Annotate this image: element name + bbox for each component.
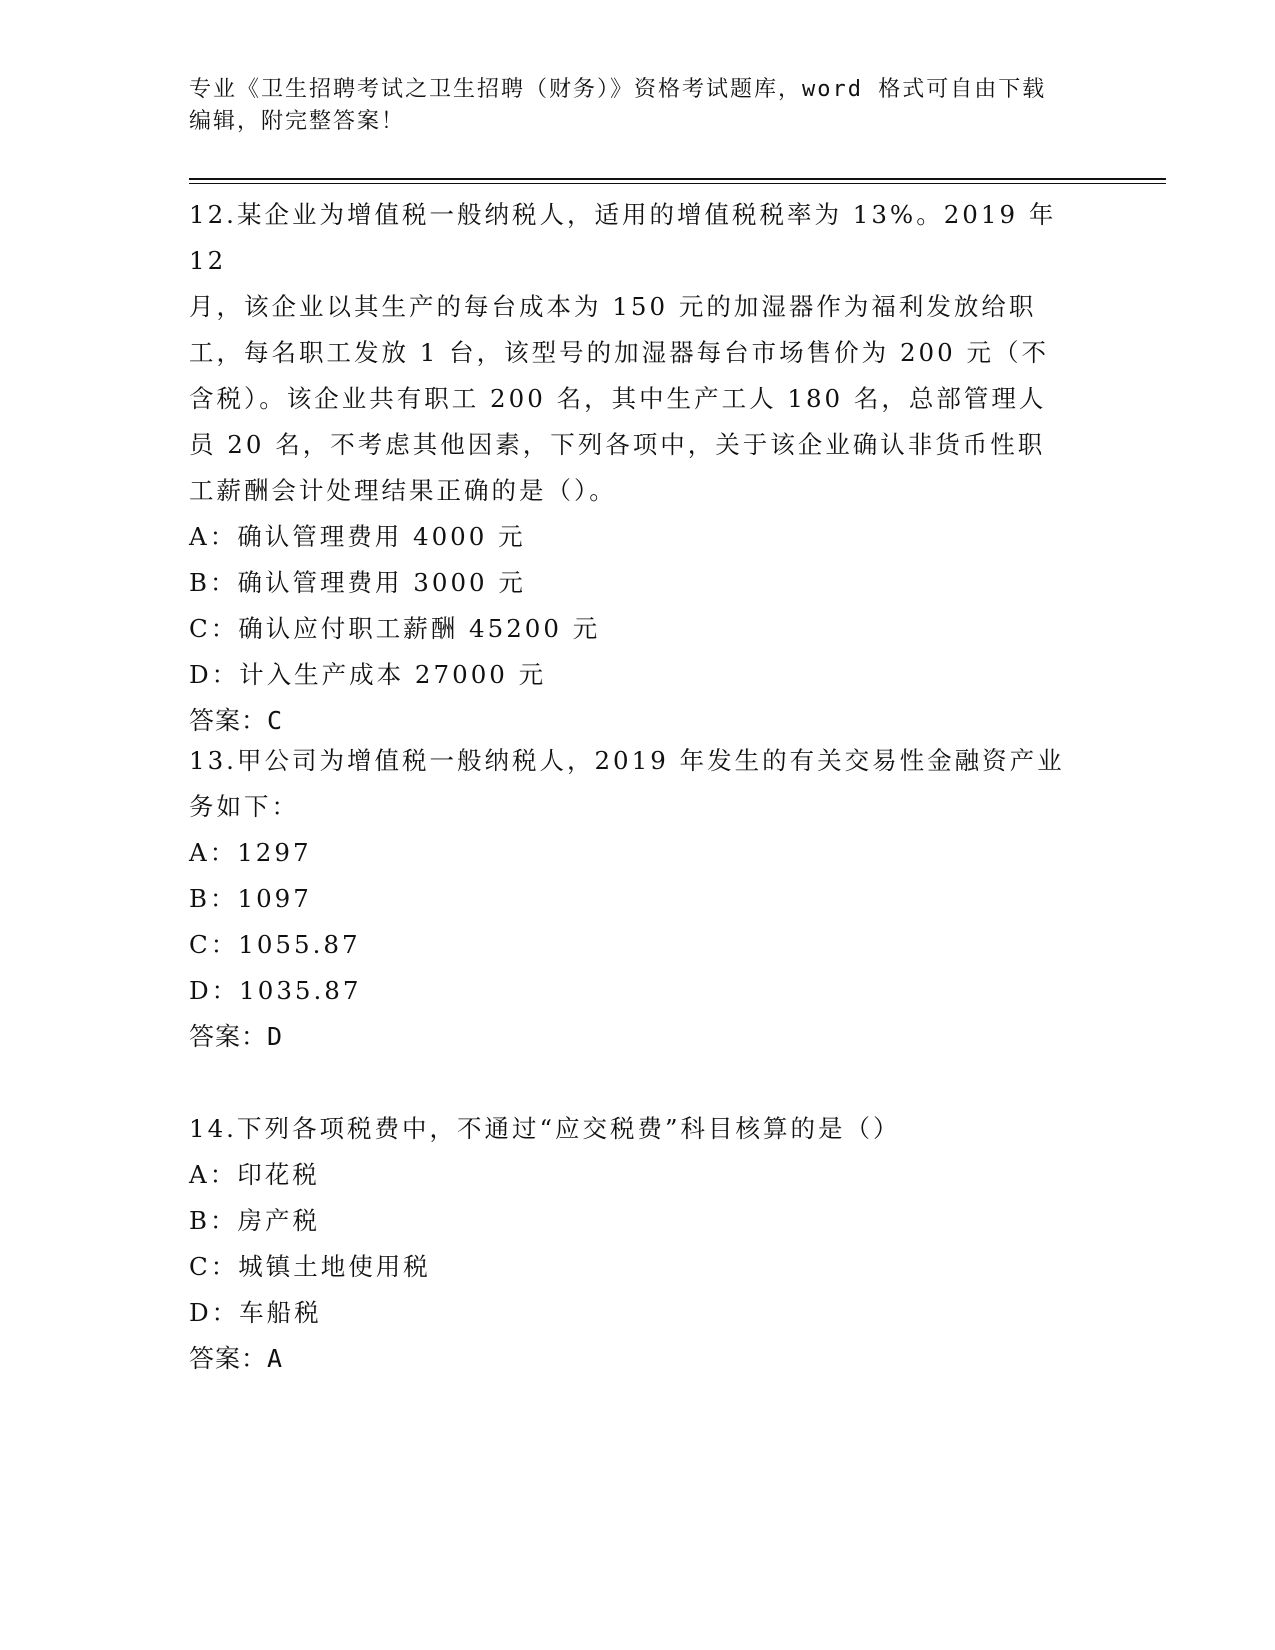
question-stem [189,738,1094,830]
option-c: C：确认应付职工薪酬 45200 元 [189,614,601,643]
question-stem [189,1106,1094,1152]
question-stem-line: 务如下： [189,792,299,821]
question-stem-line: 月，该企业以其生产的每台成本为 150 元的加湿器作为福利发放给职 [189,292,1037,321]
option-b: B：确认管理费用 3000 元 [189,568,526,597]
question-stem-line: 13.甲公司为增值税一般纳税人，2019 年发生的有关交易性金融资产业 [189,746,1065,775]
question-13 [189,738,1094,1060]
option-b: B：房产税 [189,1206,321,1235]
question-stem-line: 14.下列各项税费中，不通过“应交税费”科目核算的是（） [189,1114,901,1143]
header-divider-bottom [189,183,1166,184]
option-d: D：计入生产成本 27000 元 [189,660,547,689]
option-a: A：印花税 [189,1160,320,1189]
option-d: D：车船税 [189,1298,322,1327]
question-12 [189,192,1094,744]
header-divider-top [189,178,1166,180]
question-stem-line: 员 20 名，不考虑其他因素，下列各项中，关于该企业确认非货币性职 [189,430,1046,459]
option-c: C：1055.87 [189,930,361,959]
option-a: A：确认管理费用 4000 元 [189,522,526,551]
option-a: A：1297 [189,838,312,867]
answer-line: 答案：C [189,706,284,735]
answer-line: 答案：D [189,1022,284,1051]
answer-line: 答案：A [189,1344,284,1373]
document-header [189,74,1089,138]
option-c: C：城镇土地使用税 [189,1252,431,1281]
question-14 [189,1106,1094,1382]
option-d: D：1035.87 [189,976,362,1005]
question-stem [189,192,1094,514]
header-line-2: 编辑，附完整答案！ [189,109,406,134]
question-stem-line: 含税）。该企业共有职工 200 名，其中生产工人 180 名，总部管理人 [189,384,1047,413]
question-stem-line: 工，每名职工发放 1 台，该型号的加湿器每台市场售价为 200 元（不 [189,338,1049,367]
question-stem-line: 12.某企业为增值税一般纳税人，适用的增值税税率为 13%。2019 年 12 [189,200,1057,275]
option-b: B：1097 [189,884,312,913]
question-stem-line: 工薪酬会计处理结果正确的是（）。 [189,476,617,505]
header-line-1: 专业《卫生招聘考试之卫生招聘（财务）》资格考试题库，word 格式可自由下载 [189,77,1047,102]
